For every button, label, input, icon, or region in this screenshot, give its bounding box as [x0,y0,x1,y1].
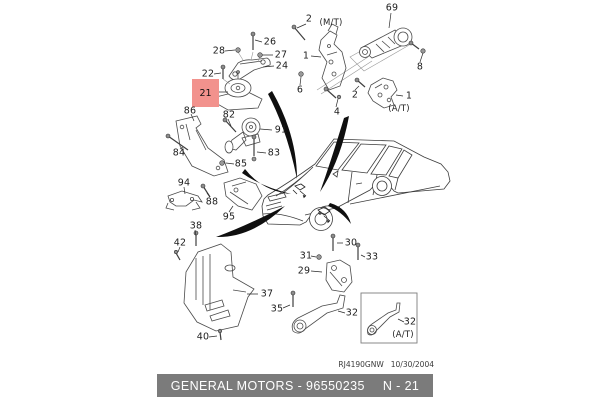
part-label-95-13: 95 [222,211,236,223]
part-95-bracket-drawing [224,178,262,210]
part-label-1-20: 1 [302,50,310,62]
part-label-35-32: 35 [270,303,284,315]
part-label-86-5: 86 [183,105,197,117]
part-label-88-12: 88 [205,196,219,208]
part-label-37-16: 37 [260,288,274,300]
part-label-91-7: 91 [274,124,288,136]
footer-bar [157,374,433,397]
part-label-82-6: 82 [222,109,236,121]
part-32-bracket-drawing [292,295,345,333]
part-94-bracket-drawing [166,191,202,210]
part-label-42-15: 42 [173,237,187,249]
swoosh-arrow-top-right [320,116,349,192]
part-label-83-9: 83 [267,147,281,159]
part-label-4-22: 4 [333,106,341,118]
part-label-1-26: 1 [405,90,413,102]
part-label-22-4: 22 [201,68,215,80]
part-label-6-21: 6 [296,84,304,96]
part-label-32-34: 32 [403,316,417,328]
part-label-at-27: (A/T) [388,104,410,114]
part-label-29-31: 29 [297,265,311,277]
part-69-torque-strut-drawing [360,28,413,58]
car-illustration [262,139,450,231]
swoosh-arrow-top-left [268,91,297,179]
part-label-31-29: 31 [299,250,313,262]
part-label-85-10: 85 [234,158,248,170]
part-label-26-1: 26 [263,36,277,48]
inset-box-at-variant [361,293,417,343]
part-21-mount-drawing [214,52,262,110]
part-label-40-17: 40 [196,331,210,343]
part-label-at-35: (A/T) [392,330,414,340]
part-1-at-bracket-drawing [368,78,397,108]
catalog-date: 10/30/2004 [390,360,434,369]
catalog-stamp [330,360,434,369]
part-label-38-14: 38 [189,220,203,232]
part-37-splash-shield-drawing [184,244,254,331]
part-24-bracket-drawing [229,58,270,80]
part-label-32-33: 32 [345,307,359,319]
part-label-28-0: 28 [212,45,226,57]
part-label-94-11: 94 [177,177,191,189]
part-86-bracket-drawing [176,116,228,176]
part-label-33-30: 33 [365,251,379,263]
part-label-30-28: 30 [344,237,358,249]
part-label-69-23: 69 [385,2,399,14]
part-label-mt-19: (M/T) [319,18,343,28]
part-29-mount-drawing [326,260,352,292]
highlight-box [192,79,219,107]
footer-page-ref: N - 21 [382,378,420,393]
part-label-84-8: 84 [172,147,186,159]
part-label-2-18: 2 [305,13,313,25]
footer-title: GENERAL MOTORS - 96550235 [170,378,365,393]
swoosh-arrow-bottom-left [216,206,285,237]
part-label-2-25: 2 [351,89,359,101]
part-label-8-24: 8 [416,61,424,73]
highlighted-part-label: 21 [199,87,212,99]
catalog-code: RJ4190GNW [338,360,384,369]
part-label-27-2: 27 [274,49,288,61]
part-label-24-3: 24 [275,60,289,72]
